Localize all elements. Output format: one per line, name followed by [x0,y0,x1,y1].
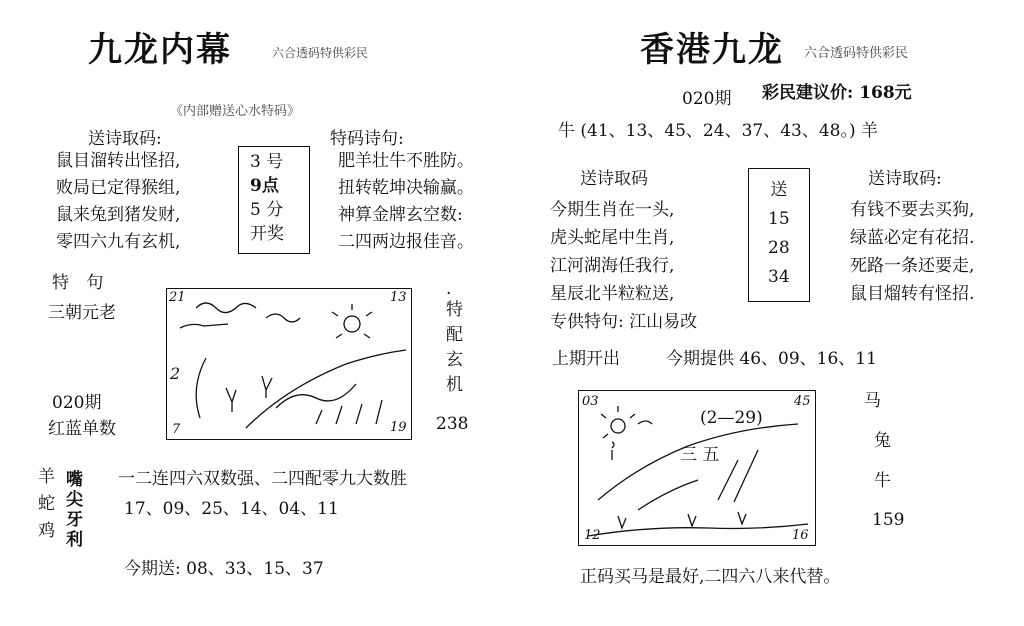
right-title: 香港九龙 [640,30,784,70]
time-line: 3 号 [250,152,284,172]
note-char: 利 [66,530,83,550]
poem-line: 江河湖海任我行, [550,256,675,276]
time-line: 5 分 [250,200,284,220]
poem-line: 鼠来兔到猪发财, [56,205,181,225]
note-char: 尖 [66,490,83,510]
corner-br: 19 [390,420,407,435]
left-sketch-icon [166,288,412,440]
poem-line: 零四六九有玄机, [56,232,181,252]
send-line: 28 [768,238,790,258]
pic-text: (2—29) [700,408,763,428]
send-box-text [768,176,790,292]
side-dot: · [446,284,452,304]
left-title: 九龙内幕 [88,30,232,70]
poem-line: 有钱不要去买狗, [850,200,975,220]
corner-tl: 21 [169,290,186,305]
special-line: 专供特句: 江山易改 [550,312,698,332]
poem-line: 今期生肖在一头, [550,200,675,220]
right-poem-b [850,196,974,308]
special-text: 三朝元老 [48,303,116,323]
note-char: 牙 [66,510,83,530]
side-ox: 牛 [874,471,891,491]
zodiac-list [38,464,55,545]
side-char: 玄 [446,350,463,370]
poem-line: 肥羊壮牛不胜防。 [338,151,474,171]
right-price: 彩民建议价: 168元 [762,83,912,103]
left-poem-a [56,148,180,256]
zodiac-char: 羊 [38,467,55,487]
line-rule: 一二连四六双数强、二四配零九大数胜 [118,469,407,489]
special-label: 特 句 [52,273,110,293]
right-poem-a-title: 送诗取码 [580,169,648,189]
corner-tl: 03 [582,394,599,409]
poem-line: 星辰北半粒粒送, [550,284,675,304]
number-238: 238 [436,414,469,434]
left-poem-b-title: 特码诗句: [330,129,404,149]
side-rabbit: 兔 [874,431,891,451]
right-footer: 正码买马是最好,二四六八来代替。 [580,567,841,587]
draw-time-text [250,150,284,246]
left-issue: 020期 [52,393,102,413]
side-horse: 马 [864,391,881,411]
corner-bl: 7 [172,422,181,437]
left-poem-b [338,148,474,256]
send-line: 送 [770,180,788,200]
right-issue: 020期 [682,89,732,109]
poem-line: 死路一条还要走, [850,256,975,276]
zodiac-note [66,470,83,550]
side-char: 机 [446,375,463,395]
left-subtitle: 六合透码特供彩民 [272,46,369,60]
poem-line: 二四两边报佳音。 [338,232,474,252]
pic-text2: 三 五 [680,445,720,465]
left-poem-a-title: 送诗取码: [88,129,162,149]
send-line: 34 [768,267,790,287]
niu-line: 牛 (41、13、45、24、37、43、48。) 羊 [558,121,878,141]
side-159: 159 [872,510,905,530]
today-offer: 今期提供 46、09、16、11 [666,349,877,369]
right-sketch-icon [578,390,816,546]
time-line: 开奖 [250,224,284,244]
zodiac-char: 蛇 [38,494,55,514]
poem-line: 绿蓝必定有花招. [850,228,975,248]
corner-br: 16 [792,528,809,543]
side-char: 配 [446,325,463,345]
right-poem-a [550,196,697,336]
pic-num: 2 [170,364,181,383]
left-numbers: 17、09、25、14、04、11 [124,499,339,519]
right-subtitle: 六合透码特供彩民 [804,46,909,61]
send-line: 15 [768,209,790,229]
corner-bl: 12 [584,528,601,543]
side-char: 特 [446,300,463,320]
zodiac-char: 鸡 [38,521,55,541]
side-text [446,298,463,398]
time-line: 9点 [250,176,279,196]
poem-line: 败局已定得猴组, [56,178,181,198]
today-send: 今期送: 08、33、15、37 [124,559,324,579]
left-tagline: 《内部赠送心水特码》 [170,104,301,119]
poem-line: 神算金牌玄空数: [338,205,463,225]
red-blue-label: 红蓝单数 [48,419,116,439]
poem-line: 虎头蛇尾中生肖, [550,228,675,248]
corner-tr: 45 [794,394,811,409]
poem-line: 鼠目熘转有怪招. [850,284,975,304]
note-char: 嘴 [66,470,83,490]
corner-tr: 13 [390,290,407,305]
poem-line: 鼠目溜转出怪招, [56,151,181,171]
poem-line: 扭转乾坤决输赢。 [338,178,474,198]
right-poem-b-title: 送诗取码: [868,169,942,189]
last-open: 上期开出 [552,349,620,369]
